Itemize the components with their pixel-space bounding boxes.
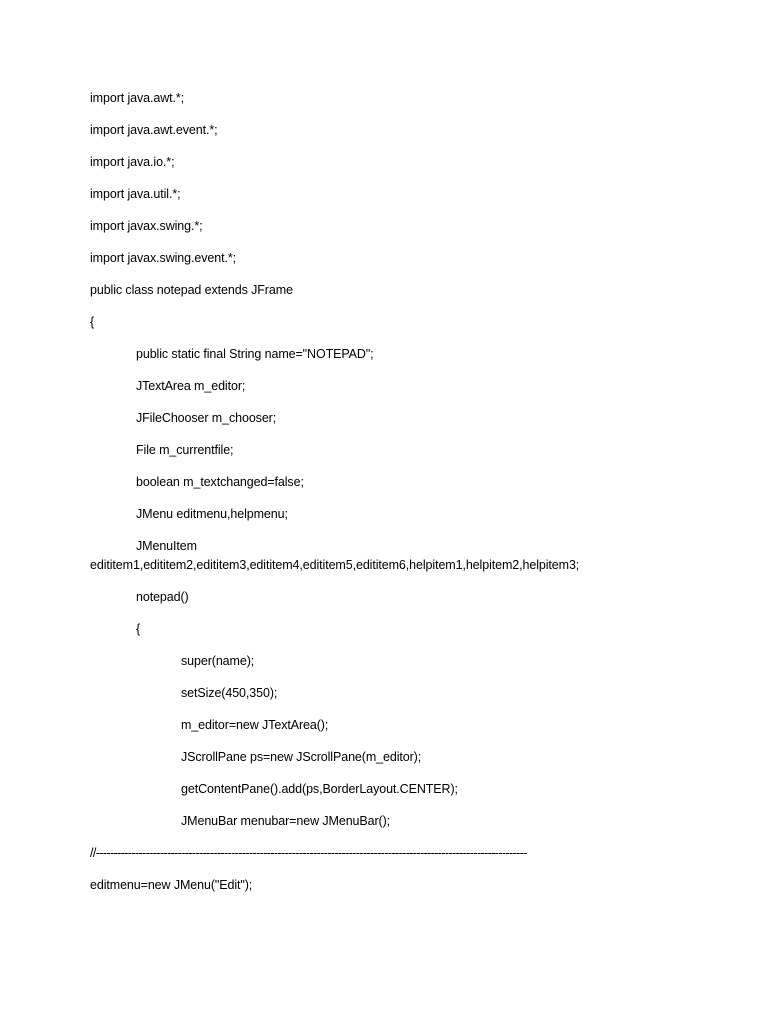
code-line: public class notepad extends JFrame [90, 283, 293, 297]
code-line: public static final String name="NOTEPAD"; [136, 347, 374, 361]
code-line: boolean m_textchanged=false; [136, 475, 304, 489]
code-line: JScrollPane ps=new JScrollPane(m_editor); [181, 750, 422, 764]
code-line: File m_currentfile; [136, 443, 234, 457]
code-line: JMenuBar menubar=new JMenuBar(); [181, 814, 391, 828]
code-line: super(name); [181, 654, 255, 668]
code-line: edititem1,edititem2,edititem3,edititem4,edititem5,edititem6,helpitem1,helpitem2,helpitem3; [90, 558, 580, 572]
code-line: setSize(450,350); [181, 686, 278, 700]
code-line: getContentPane().add(ps,BorderLayout.CENTER); [181, 782, 458, 796]
comment-divider-line: //------------------------------------------------------------------------------------------------------------------------- [90, 846, 527, 860]
code-line: notepad() [136, 590, 189, 604]
code-line: JMenuItem [136, 539, 197, 553]
code-line: JFileChooser m_chooser; [136, 411, 277, 425]
code-line: import java.io.*; [90, 155, 175, 169]
code-line: JMenu editmenu,helpmenu; [136, 507, 288, 521]
code-line: import java.awt.*; [90, 91, 185, 105]
code-line: editmenu=new JMenu("Edit"); [90, 878, 253, 892]
code-line: import java.awt.event.*; [90, 123, 218, 137]
code-line: { [136, 622, 141, 636]
code-line: import javax.swing.*; [90, 219, 203, 233]
code-line: { [90, 315, 95, 329]
code-line: m_editor=new JTextArea(); [181, 718, 329, 732]
code-line: JTextArea m_editor; [136, 379, 246, 393]
code-line: import java.util.*; [90, 187, 181, 201]
code-line: import javax.swing.event.*; [90, 251, 236, 265]
